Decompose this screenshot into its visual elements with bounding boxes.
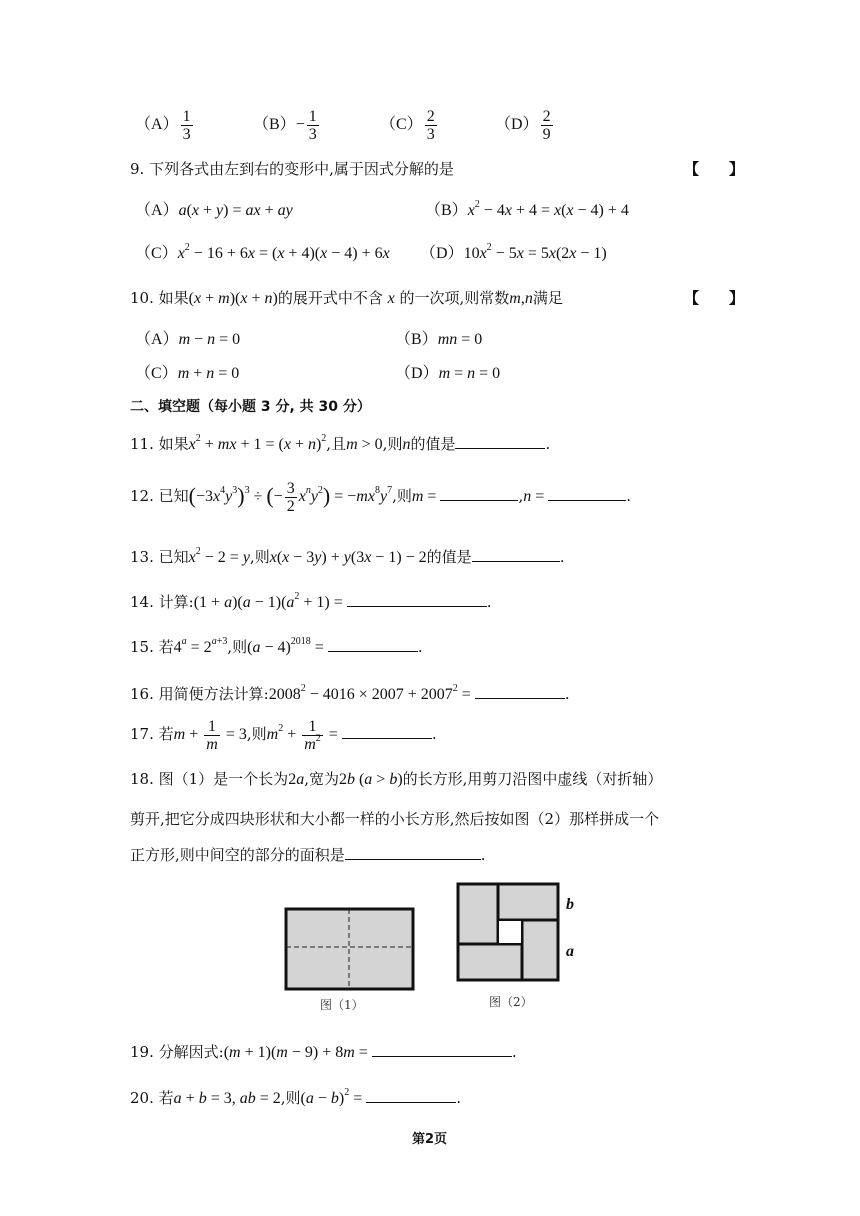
period: . [626, 487, 632, 506]
question-number: 14. [130, 593, 154, 611]
question-text: 正方形,则中间空的部分的面积是 [130, 846, 345, 864]
answer-blank [366, 1088, 456, 1103]
question-text: ,则 [382, 435, 403, 453]
question-text: 的长方形,用剪刀沿图中虚线（对折轴） [402, 770, 663, 788]
question-number: 12. [130, 487, 154, 506]
q19: 19. 分解因式:(m + 1)(m − 9) + 8m = . [130, 1043, 517, 1061]
question-text: 已知 [158, 487, 189, 506]
question-number: 9. [130, 160, 145, 178]
option-label: （B） [425, 202, 468, 219]
period: . [486, 593, 492, 611]
question-text: 如果 [158, 289, 189, 307]
question-text: 计算: [158, 593, 194, 611]
answer-blank-n [548, 486, 626, 501]
q9-option-c: $(C)x^2 - 16 + 6x = (x + 4)(x - 4) + 6x$ [135, 242, 390, 262]
question-number: 16. [130, 685, 154, 703]
label-a [566, 943, 574, 961]
left-rectangle [458, 884, 498, 944]
question-text: ,宽为 [304, 770, 339, 788]
answer-blank [472, 547, 560, 562]
question-number: 17. [130, 725, 154, 744]
answer-bracket: 【 】 [684, 160, 745, 178]
question-number: 18. [130, 770, 154, 788]
question-number: 20. [130, 1089, 154, 1107]
q18-line1: 18. 图（1）是一个长为2a,宽为2b (a > b)的长方形,用剪刀沿图中虚线（对折轴） [130, 770, 663, 788]
q10-stem: 10. 如果(x + m)(x + n)的展开式中不含 x 的一次项,则常数m,n满足 [130, 289, 563, 307]
question-text: ,且 [326, 435, 347, 453]
period: . [559, 548, 565, 566]
period: . [545, 435, 551, 453]
q8-option-b: （B）− $\frac{1}{3}$ [253, 108, 317, 143]
option-label: （B） [395, 331, 438, 348]
option-label: （A） [135, 202, 179, 219]
q9-stem [130, 158, 454, 179]
answer-blank-m [440, 486, 518, 501]
question-text: 若 [158, 1089, 174, 1107]
question-text: ,则 [227, 638, 248, 656]
question-text: 的展开式中不含 [277, 289, 383, 307]
q8-option-d: （D） $\frac{2}{9}$ [495, 108, 551, 143]
top-rectangle [498, 884, 558, 920]
q18-line3 [130, 844, 486, 865]
question-text: 满足 [532, 289, 563, 307]
q10-option-c: （C）m + n = 0 [135, 365, 240, 382]
period: . [456, 1089, 462, 1107]
question-text: 若 [158, 638, 174, 656]
question-text: ,则 [246, 725, 267, 744]
period: . [564, 685, 570, 703]
figure-1-rectangle [280, 900, 420, 995]
q8-option-a: （A） $\frac{1}{3}$ [135, 108, 191, 143]
q11: 11. 如果$x^2$ + mx + $1 = (x + n)^2$,且m > 0,则n的值是 . [130, 433, 551, 453]
question-text: 的值是 [410, 435, 456, 453]
question-text: 的值是 [426, 548, 472, 566]
option-label: （C） [135, 365, 178, 382]
figure-1-caption: 图（1） [320, 998, 364, 1012]
option-label: （D） [395, 365, 439, 382]
figure-2-square [452, 878, 564, 990]
option-label: （D） [420, 245, 464, 262]
q10-option-d: （D）m = n = 0 [395, 365, 501, 382]
q15: 15. 若$4^a = 2^{a+3}$,则$(a - 4)^{2018}$ = . [130, 636, 423, 656]
q10-option-b: （B）mn = 0 [395, 331, 483, 348]
answer-blank [328, 637, 418, 652]
label-b [566, 896, 574, 914]
question-number: 11. [130, 435, 154, 453]
answer-blank [455, 434, 545, 449]
label-b-text: b [566, 896, 574, 913]
option-label: （C） [135, 245, 178, 262]
period: . [431, 725, 437, 744]
question-number: 10. [130, 289, 154, 307]
question-text: ,则 [392, 487, 412, 506]
answer-blank [372, 1042, 512, 1057]
question-text: ,则 [249, 548, 270, 566]
question-text: 已知 [158, 548, 189, 566]
answer-blank [475, 684, 565, 699]
question-text: 分解因式: [158, 1043, 224, 1061]
label-a-text: a [566, 943, 574, 960]
q12: 12. 已知$(-3x^4y^3)^3$ ÷ (− $\frac{3}{2}$ $x^ny^2) = -mx^8y^7$,则m = ,n = . [130, 480, 632, 515]
q8-option-c: （C） $\frac{2}{3}$ [380, 108, 435, 143]
question-number: 15. [130, 638, 154, 656]
question-text: ,则 [280, 1089, 301, 1107]
option-label: （D） [495, 116, 539, 134]
period: . [417, 638, 423, 656]
page-number: 第2页 [412, 1132, 448, 1147]
question-text: 用简便方法计算: [158, 685, 269, 703]
bottom-rectangle [458, 944, 522, 980]
answer-blank [347, 592, 487, 607]
figure-2-caption: 图（2） [489, 995, 533, 1009]
option-label: （C） [380, 116, 423, 134]
q9-option-d: $(D)10x^2 - 5x = 5x(2x - 1)$ [420, 242, 607, 262]
question-number: 19. [130, 1043, 154, 1061]
question-text: 下列各式由左到右的变形中,属于因式分解的是 [149, 160, 454, 178]
answer-bracket: 【 】 [684, 289, 745, 307]
center-hole [498, 920, 522, 944]
question-text: 图（1）是一个长为 [158, 770, 289, 788]
question-text: 如果 [158, 435, 189, 453]
question-number: 13. [130, 548, 154, 566]
q9-option-a: （A）a(x + y) = ax + ay [135, 202, 293, 219]
question-text: 若 [158, 725, 174, 744]
answer-blank [345, 845, 481, 860]
q13: 13. 已知$x^2 - 2 = y$,则x(x − 3y) + y(3x − 1) − 2的值是 . [130, 546, 565, 566]
section-title: 二、填空题（每小题 3 分, 共 30 分） [130, 399, 371, 415]
option-label: （B） [253, 116, 296, 134]
q9-option-b: $(B)x^2 - 4x + 4 = x(x - 4) + 4$ [425, 199, 629, 219]
option-label: （A） [135, 116, 179, 134]
q16: 16. 用简便方法计算$:2008^2 - 4016 \times 2007 + 2007^2$ = . [130, 683, 570, 703]
q10-option-a: （A）m − n = 0 [135, 331, 241, 348]
q14: 14. 计算:(1 + $a)(a - 1)(a^2 + 1)$ = . [130, 591, 492, 611]
right-rectangle [522, 920, 558, 980]
period: . [480, 846, 486, 864]
period: . [511, 1043, 517, 1061]
answer-blank [342, 724, 432, 739]
q17: 17. 若m + $\frac{1}{m}$ = 3,则$m^2$ + $\frac{1}{m^2}$ = . [130, 718, 437, 753]
q20: 20. 若a + b = 3, ab = 2,则$(a - b)^2$ = . [130, 1087, 462, 1107]
question-text: 的一次项,则常数 [399, 289, 510, 307]
q18-line2: 剪开,把它分成四块形状和大小都一样的小长方形,然后按如图（2）那样拼成一个 [130, 810, 660, 828]
option-label: （A） [135, 331, 179, 348]
